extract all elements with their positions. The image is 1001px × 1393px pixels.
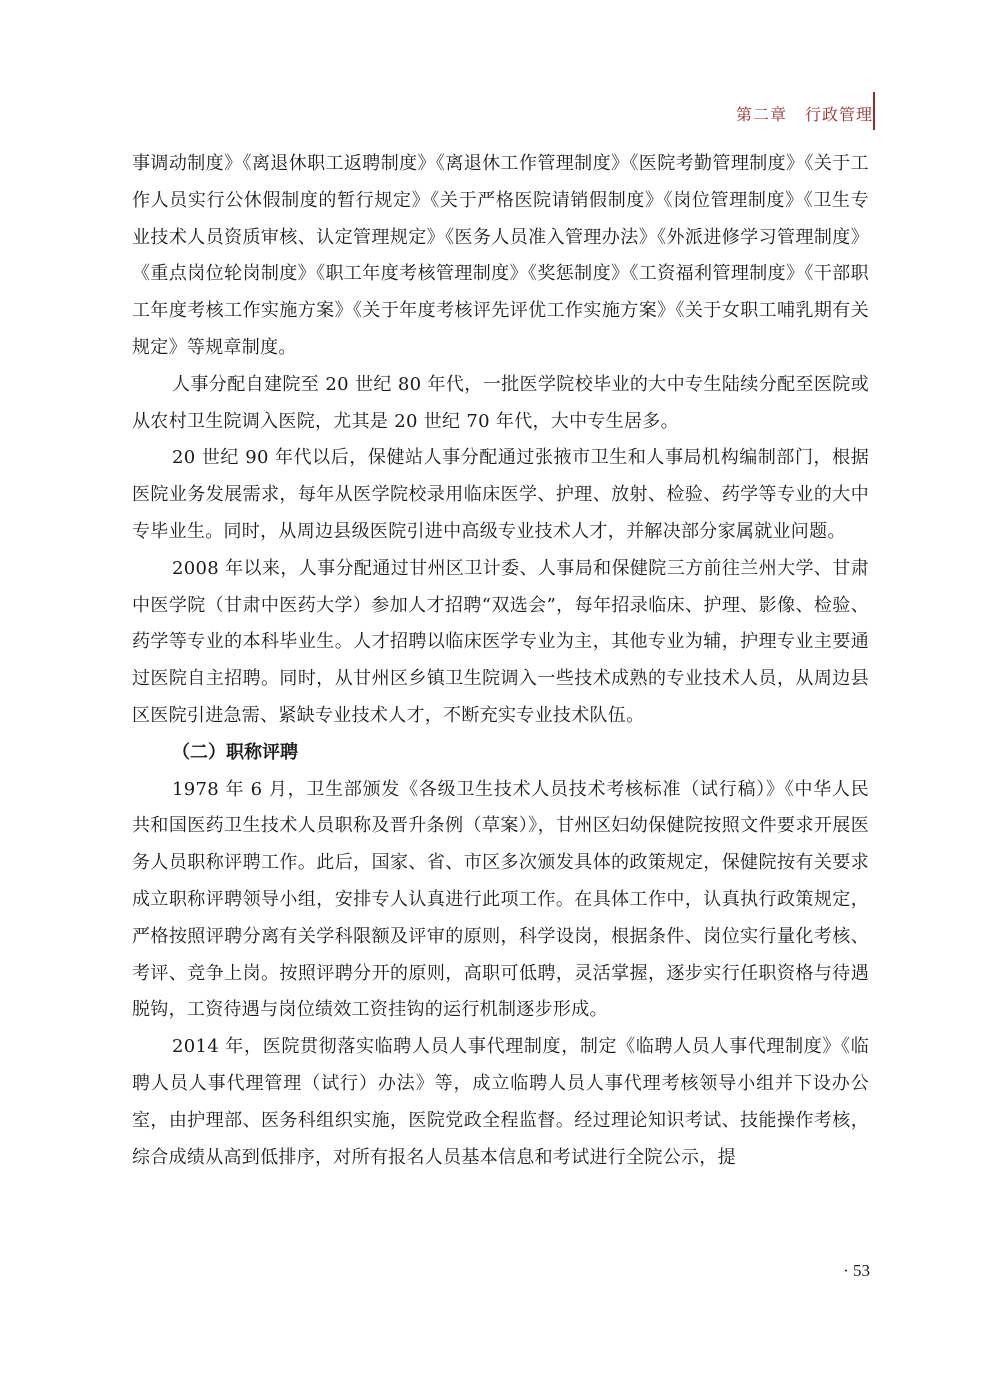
paragraph: 人事分配自建院至 20 世纪 80 年代，一批医学院校毕业的大中专生陆续分配至医院或从农村卫生院调入医院，尤其是 20 世纪 70 年代，大中专生居多。 [132,373,869,432]
section-label: 行政管理 [804,104,873,124]
paragraph-continued: 事调动制度》《离退休职工返聘制度》《离退休工作管理制度》《医院考勤管理制度》《关于工作人员实行公休假制度的暂行规定》《关于严格医院请销假制度》《岗位管理制度》《卫生专业技术人员资质审核、认定管理规定》《医务人员准入管理办法》《外派进修学习管理制度》《重点岗位轮岗制度》《职工年度考核管理制度》《奖惩制度》《工资福利管理制度》《干部职工年度考核工作实施方案》《关于年度考核评先评优工作实施方案》《关于女职工哺乳期有关规定》等规章制度。 [132,153,869,358]
paragraph: 20 世纪 90 年代以后，保健站人事分配通过张掖市卫生和人事局机构编制部门，根据医院业务发展需求，每年从医学院校录用临床医学、护理、放射、检验、药学等专业的大中专毕业生。同时，从周边县级医院引进中高级专业技术人才，并解决部分家属就业问题。 [132,447,869,542]
running-header [736,96,873,130]
page-number: · 53 [843,1261,870,1280]
body-text [132,146,869,1176]
section-subheading: （二）职称评聘 [172,741,298,763]
chapter-label: 第二章 [735,104,787,124]
paragraph: 1978 年 6 月，卫生部颁发《各级卫生技术人员技术考核标准（试行稿）》《中华人民共和国医药卫生技术人员职称及晋升条例（草案）》，甘州区妇幼保健院按照文件要求开展医务人员职称评聘工作。此后，国家、省、市区多次颁发具体的政策规定，保健院按有关要求成立职称评聘领导小组，安排专人认真进行此项工作。在具体工作中，认真执行政策规定，严格按照评聘分离有关学科限额及评审的原则，科学设岗，根据条件、岗位实行量化考核、考评、竞争上岗。按照评聘分开的原则，高职可低聘，灵活掌握，逐步实行任职资格与待遇脱钩，工资待遇与岗位绩效工资挂钩的运行机制逐步形成。 [132,778,869,1021]
paragraph: 2008 年以来，人事分配通过甘州区卫计委、人事局和保健院三方前往兰州大学、甘肃中医学院（甘肃中医药大学）参加人才招聘“双选会”，每年招录临床、护理、影像、检验、药学等专业的本科毕业生。人才招聘以临床医学专业为主，其他专业为辅，护理专业主要通过医院自主招聘。同时，从甘州区乡镇卫生院调入一些技术成熟的专业技术人员，从周边县区医院引进急需、紧缺专业技术人才，不断充实专业技术队伍。 [132,557,869,726]
paragraph: 2014 年，医院贯彻落实临聘人员人事代理制度，制定《临聘人员人事代理制度》《临聘人员人事代理管理（试行）办法》等，成立临聘人员人事代理考核领导小组并下设办公室，由护理部、医务科组织实施，医院党政全程监督。经过理论知识考试、技能操作考核，综合成绩从高到低排序，对所有报名人员基本信息和考试进行全院公示，提 [132,1036,869,1168]
header-divider [873,92,875,130]
